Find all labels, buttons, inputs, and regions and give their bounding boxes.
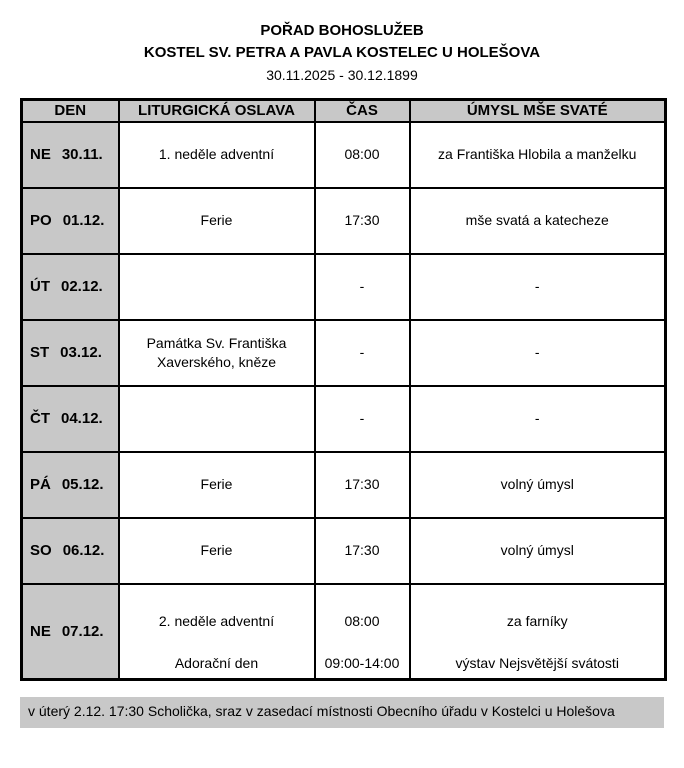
day-date: 01.12. (62, 211, 105, 229)
document-title: POŘAD BOHOSLUŽEB (260, 22, 424, 39)
table-row (22, 452, 666, 518)
day-abbrev: PÁ (30, 475, 51, 493)
table-row (22, 518, 666, 584)
celebration-cell: Ferie (119, 188, 315, 254)
day-date: 03.12. (60, 343, 102, 361)
day-cell (22, 452, 119, 518)
intention-cell (410, 584, 666, 680)
celebration-cell (119, 254, 315, 320)
time-cell (315, 584, 410, 680)
time-line1: 08:00 (344, 612, 380, 629)
day-cell (22, 518, 119, 584)
day-date: 07.12. (61, 622, 104, 640)
table-header-row (22, 100, 666, 122)
time-cell: 08:00 (315, 122, 410, 188)
column-header-cas: ČAS (315, 100, 410, 122)
time-cell: 17:30 (315, 452, 410, 518)
time-cell: 17:30 (315, 518, 410, 584)
table-row (22, 584, 666, 680)
celebration-line1: 2. neděle adventní (158, 612, 275, 629)
day-abbrev: NE (30, 145, 51, 163)
time-cell: - (315, 320, 410, 386)
day-date: 06.12. (62, 541, 105, 559)
schedule-table (20, 98, 667, 681)
column-header-liturgicka-oslava: LITURGICKÁ OSLAVA (119, 100, 315, 122)
celebration-cell: Ferie (119, 518, 315, 584)
intention-cell: mše svatá a katecheze (410, 188, 666, 254)
intention-cell: volný úmysl (410, 518, 666, 584)
table-row (22, 386, 666, 452)
time-cell: 17:30 (315, 188, 410, 254)
table-row (22, 188, 666, 254)
intention-line2: výstav Nejsvětější svátosti (455, 655, 619, 672)
table-row (22, 254, 666, 320)
day-abbrev: ÚT (30, 277, 50, 295)
footnote: v úterý 2.12. 17:30 Scholička, sraz v zasedací místnosti Obecního úřadu v Kostelci u Holešova (20, 697, 664, 728)
intention-cell: - (410, 254, 666, 320)
day-abbrev: PO (30, 211, 52, 229)
time-line2: 09:00-14:00 (324, 655, 400, 672)
intention-line1: za farníky (506, 612, 568, 629)
intention-cell: volný úmysl (410, 452, 666, 518)
church-name: KOSTEL SV. PETRA A PAVLA KOSTELEC U HOLEŠOVA (143, 44, 541, 61)
celebration-cell (119, 386, 315, 452)
day-date: 04.12. (61, 409, 103, 427)
day-cell (22, 584, 119, 680)
column-header-den: DEN (22, 100, 119, 122)
intention-cell: za Františka Hlobila a manželku (410, 122, 666, 188)
day-cell (22, 386, 119, 452)
day-date: 30.11. (61, 145, 103, 163)
celebration-cell (119, 584, 315, 680)
day-abbrev: NE (30, 622, 51, 640)
day-abbrev: ČT (30, 409, 50, 427)
celebration-cell: 1. neděle adventní (119, 122, 315, 188)
day-date: 05.12. (61, 475, 104, 493)
date-range: 30.11.2025 - 30.12.1899 (266, 67, 418, 83)
table-row (22, 320, 666, 386)
celebration-line2: Adorační den (174, 655, 259, 672)
celebration-cell: Památka Sv. Františka Xaverského, kněze (119, 320, 315, 386)
time-cell: - (315, 254, 410, 320)
day-cell (22, 188, 119, 254)
day-date: 02.12. (61, 277, 103, 295)
day-abbrev: ST (30, 343, 50, 361)
intention-cell: - (410, 320, 666, 386)
column-header-umysl: ÚMYSL MŠE SVATÉ (410, 100, 666, 122)
intention-cell: - (410, 386, 666, 452)
document-header (0, 0, 684, 83)
table-row (22, 122, 666, 188)
day-cell (22, 320, 119, 386)
day-cell (22, 254, 119, 320)
celebration-cell: Ferie (119, 452, 315, 518)
day-cell (22, 122, 119, 188)
time-cell: - (315, 386, 410, 452)
day-abbrev: SO (30, 541, 52, 559)
